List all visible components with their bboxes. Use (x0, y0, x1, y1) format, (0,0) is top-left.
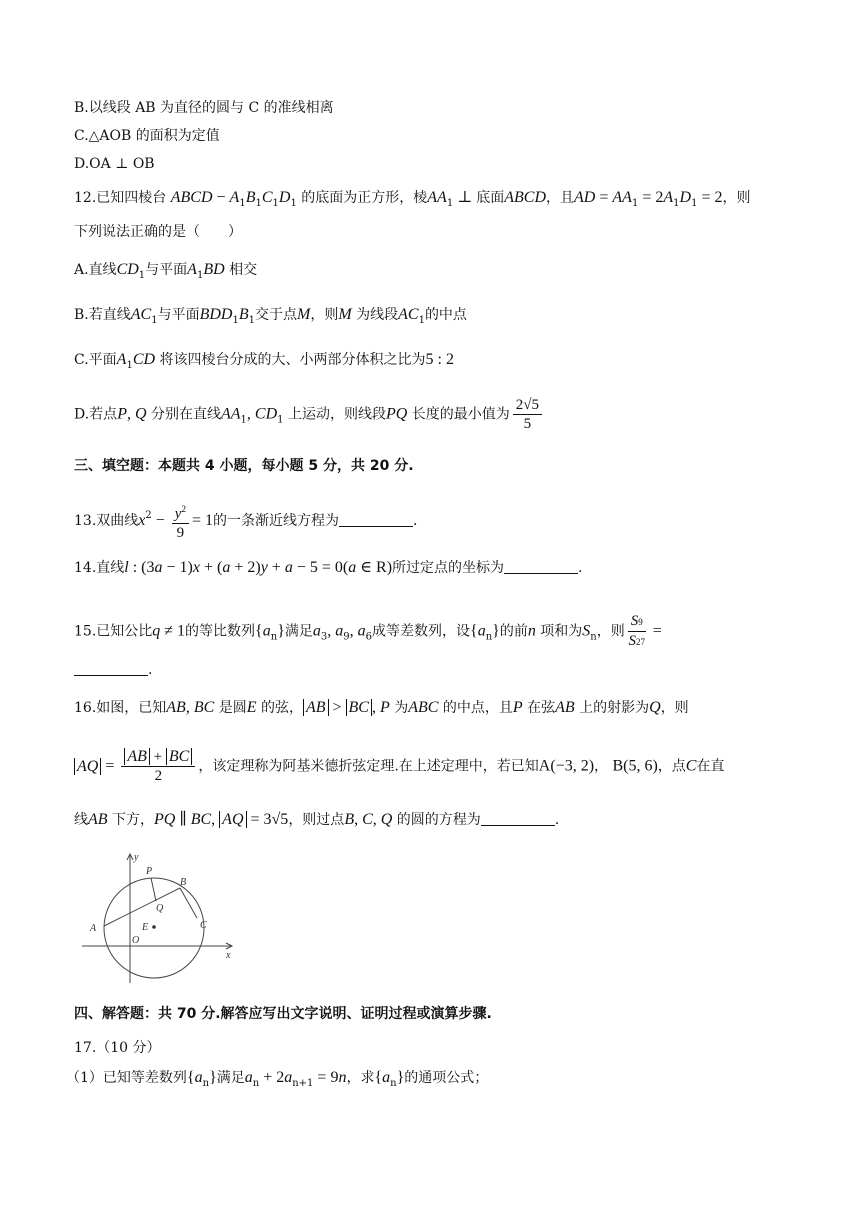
q15-answer-line: . (74, 660, 152, 680)
answer-blank[interactable] (481, 811, 555, 826)
label-c: C (200, 920, 207, 931)
q13: 13.双曲线$x^2$ − $\frac{y^2}{9}$ = 1的一条渐近线方程为 . (74, 500, 417, 542)
section-4-title: 四、解答题：共 70 分.解答应写出文字说明、证明过程或演算步骤. (74, 1006, 492, 1022)
q12-stem-line2: 下列说法正确的是（ ） (74, 224, 242, 240)
label-a: A (90, 923, 97, 934)
q12-option-b: B.若直线$AC_1$与平面$BDD_1B_1$交于点M，则M 为线段$AC_1$的中点 (74, 306, 467, 326)
q14: 14.直线l : (3a − 1)x + (a + 2)y + a − 5 = 0(a ∈ R)所过定点的坐标为 . (74, 559, 583, 576)
q16-line1: 16.如图，已知AB, BC 是圆E 的弦， AB > BC , P 为ABC 的中点，且P 在弦AB 上的射影为Q，则 (74, 699, 689, 716)
q17-header: 17.（10 分） (74, 1040, 161, 1056)
label-b: B (180, 877, 187, 888)
answer-blank[interactable] (74, 661, 148, 676)
label-o: O (132, 935, 140, 946)
answer-blank[interactable] (504, 559, 578, 574)
label-q: Q (156, 903, 164, 914)
q11-option-d: D.OA ⊥ OB (74, 156, 155, 172)
section-3-title: 三、填空题：本题共 4 小题，每小题 5 分，共 20 分. (74, 458, 414, 474)
q15: 15.已知公比q ≠ 1的等比数列$\{a_n\}$满足$a_3$, $a_9$, $a_6$成等差数列，设$\{a_n\}$的前n 项和为$S_n$，则 $\frac{S9}{S27}$ = (74, 613, 662, 649)
q12-option-d: D.若点P, Q 分别在直线$AA_1$, $CD_1$ 上运动，则线段PQ 长度的最小值为 $\frac{2√5}{5}$ (74, 396, 545, 433)
q17-part1: （1）已知等差数列$\{a_n\}$满足$a_n + 2a_{n+1} = 9n$，求$\{a_n\}$的通项公式； (66, 1069, 489, 1089)
chord-ab (104, 888, 180, 926)
q12-option-c: C.平面$A_1CD$ 将该四棱台分成的大、小两部分体积之比为5 : 2 (74, 351, 454, 371)
label-e: E (142, 922, 149, 933)
answer-blank[interactable] (339, 512, 413, 527)
q16-figure (72, 848, 242, 988)
label-p: P (146, 866, 153, 877)
q11-option-b: B.以线段 AB 为直径的圆与 C 的准线相离 (74, 100, 334, 116)
segment-pq (151, 878, 156, 901)
label-x: x (226, 950, 231, 961)
q16-line3: 线AB 下方，PQ ∥ BC, AQ = 3√5，则过点B, C, Q 的圆的方程为 . (74, 811, 560, 828)
q16-line2: AQ = $\frac{AB + BC}{2}$ ，该定理称为阿基米德折弦定理.在上述定理中，若已知A(−3, 2)， B(5, 6)，点C在直 (74, 748, 724, 785)
q12-stem: 12.已知四棱台 ABCD − $A_1B_1C_1D_1$ 的底面为正方形，棱$AA_1$ ⊥ 底面ABCD，且AD = $AA_1 = 2A_1D_1 = 2$，则 (74, 189, 751, 209)
fraction-2root5-over-5: $\frac{2√5}{5}$ (513, 396, 542, 433)
label-y: y (134, 852, 139, 863)
q12-option-a: A.直线$CD_1$与平面$A_1BD$ 相交 (74, 261, 258, 281)
center-point-e (152, 925, 156, 929)
q11-option-c: C.△AOB 的面积为定值 (74, 128, 220, 144)
